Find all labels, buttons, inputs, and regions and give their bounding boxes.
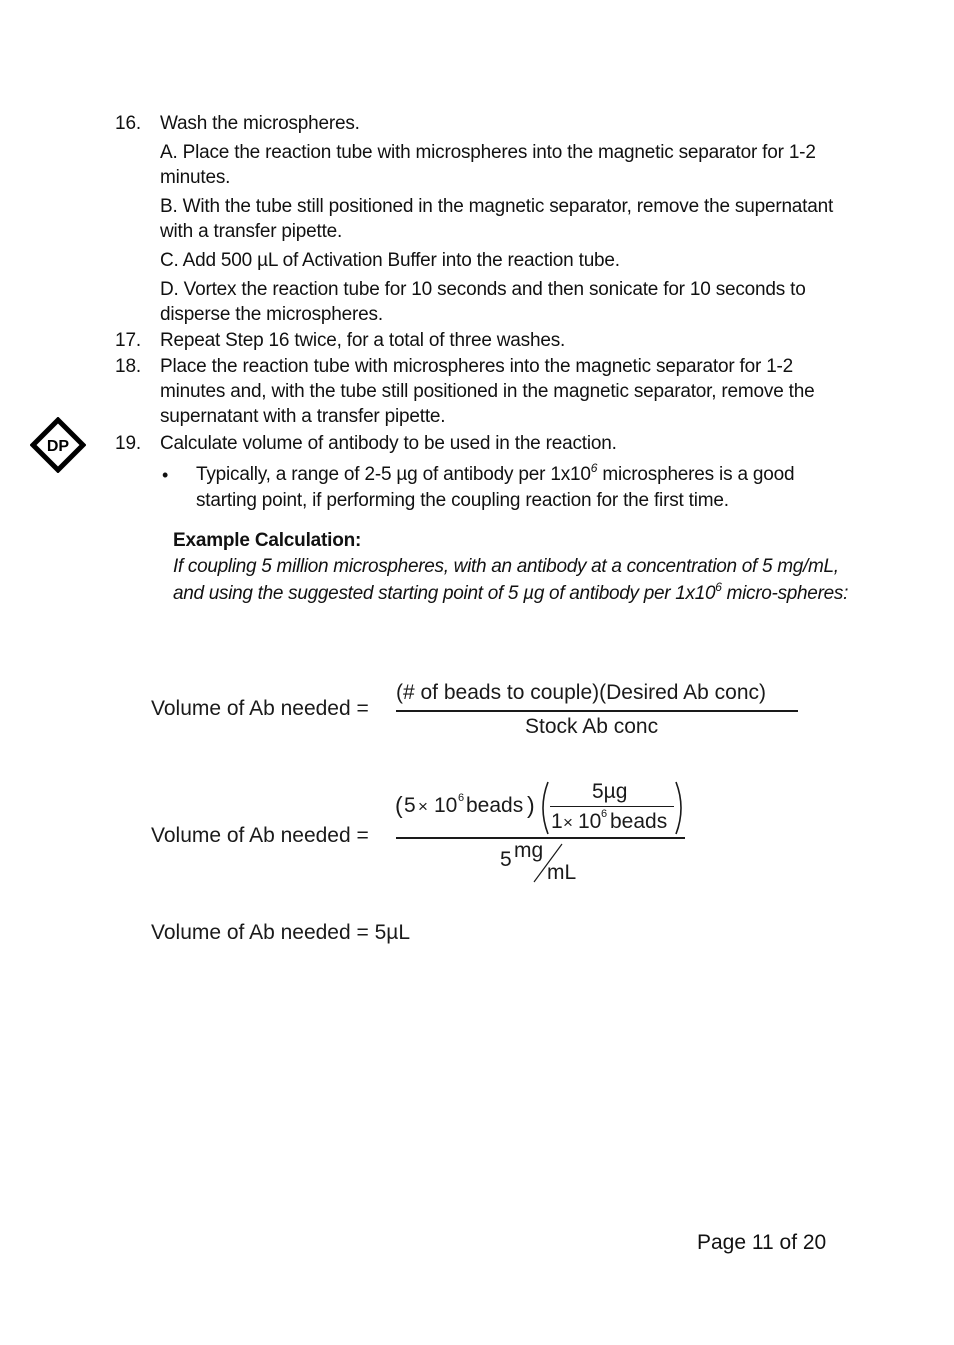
step-18-text: Place the reaction tube with microspheres into the magnetic separator for 1-2 minutes and, with the tube still positioned in the magnetic separator, remove the supernatant with a transfer pipette.: [160, 356, 815, 427]
example-body: If coupling 5 million microspheres, with an antibody at a concentration of 5 mg/mL, and using the suggested starting point of 5 µg of antibody per $1x10^6$ micro-spheres:: [173, 556, 849, 604]
equation-2-num-c: beads: [466, 794, 524, 817]
equation-2-inner-den-c: beads: [610, 810, 668, 833]
equation-1-numerator: (# of beads to couple)(Desired Ab conc): [396, 681, 767, 704]
equation-2-lhs: Volume of Ab needed =: [151, 824, 369, 847]
step-19-number: 19.: [115, 433, 142, 454]
equation-1-lhs: Volume of Ab needed =: [151, 697, 369, 720]
step-18-number: 18.: [115, 356, 142, 377]
step-16-number: 16.: [115, 113, 142, 134]
equation-2-inner-num: 5µg: [592, 780, 628, 803]
equation-2-inner-den-times: ×: [563, 813, 573, 832]
example-heading: Example Calculation:: [173, 530, 362, 551]
equation-2-paren-open: (: [395, 792, 403, 818]
equation-3-text: Volume of Ab needed = 5µL: [151, 921, 411, 944]
equation-2-num-times: ×: [418, 797, 428, 816]
equation-2-den-value: 5: [500, 848, 512, 871]
step-19-bullet: Typically, a range of 2-5 µg of antibody per $1x10^6$ microspheres is a good starting point, if performing the coupling reaction for the first time.: [196, 461, 795, 511]
bullet-dot-icon: •: [162, 465, 169, 485]
equation-2-den-unit-top: mg: [514, 839, 544, 862]
step-16-sub-a: A. Place the reaction tube with microspheres into the magnetic separator for 1-2 minutes.: [160, 142, 816, 188]
equation-1-fraction-bar: [396, 710, 798, 712]
step-16-sub-c: C. Add 500 µL of Activation Buffer into the reaction tube.: [160, 250, 620, 271]
equation-2-inner-den-sup: 6: [601, 808, 608, 820]
equation-2-num-a: 5: [404, 794, 416, 817]
equation-2-inner-den-b: 10: [578, 810, 602, 833]
equation-2-inner-bar: [550, 806, 674, 807]
equation-1-denominator: Stock Ab conc: [525, 715, 659, 738]
equation-2-num-b: 10: [434, 794, 458, 817]
step-16-sub-b: B. With the tube still positioned in the magnetic separator, remove the supernatant with a transfer pipette.: [160, 196, 834, 242]
dp-label: DP: [46, 438, 70, 455]
dp-diamond-icon: [30, 417, 86, 473]
equation-2-num-sup: 6: [458, 792, 465, 804]
step-17-number: 17.: [115, 330, 142, 351]
step-19-text: Calculate volume of antibody to be used in the reaction.: [160, 433, 617, 454]
page-number: Page 11 of 20: [697, 1231, 827, 1254]
equation-2-paren-close: ): [527, 792, 535, 818]
equation-2-big-paren-right-icon: [674, 780, 688, 836]
step-16-sub-d: D. Vortex the reaction tube for 10 seconds and then sonicate for 10 seconds to disperse the microspheres.: [160, 279, 806, 325]
step-17-text: Repeat Step 16 twice, for a total of three washes.: [160, 330, 566, 351]
equation-2-inner-den-a: 1: [551, 810, 563, 833]
step-16-title: Wash the microspheres.: [160, 113, 360, 134]
equation-2-big-paren-left-icon: [536, 780, 550, 836]
equation-2-den-unit-bottom: mL: [547, 861, 577, 884]
